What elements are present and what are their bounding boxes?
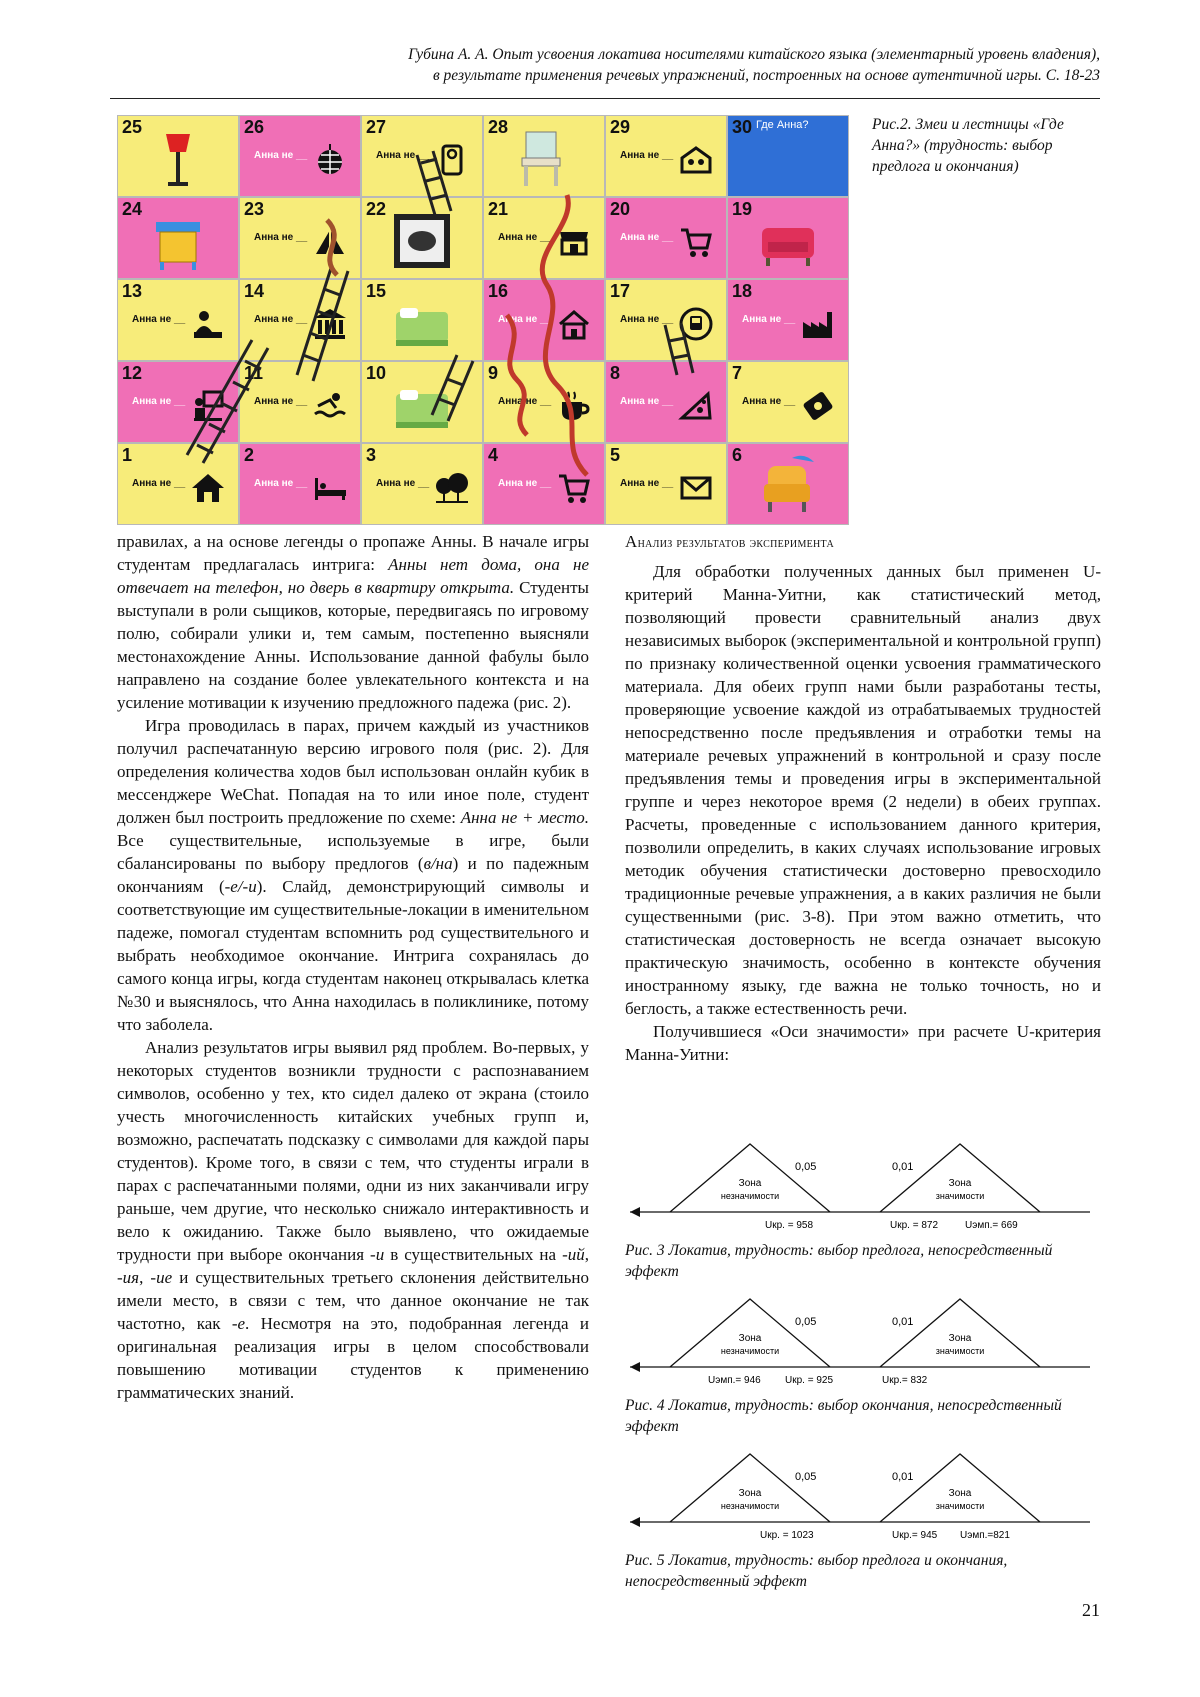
section-title [625, 532, 834, 552]
board-cell-24 [117, 197, 239, 279]
ticket-icon [800, 388, 836, 424]
cell-label: Анна не __ [132, 478, 185, 489]
italic-run: -и [370, 1245, 384, 1264]
cell-label: Анна не __ [376, 478, 429, 489]
cell-number: 25 [122, 117, 142, 138]
board-cell-12 [117, 361, 239, 443]
figure-3-caption: Рис. 3 Локатив, трудность: выбор предлога, непосредственный эффект [625, 1240, 1101, 1282]
paragraph: Получившиеся «Оси значимости» при расчете U-критерия Манна-Уитни: [625, 1020, 1101, 1066]
circus-tent-icon [312, 224, 348, 260]
game-board [117, 115, 850, 525]
board-cell-13 [117, 279, 239, 361]
board-cell-1 [117, 443, 239, 525]
park-trees-icon [434, 470, 470, 506]
cell-number: 29 [610, 117, 630, 138]
cell-number: 9 [488, 363, 498, 384]
shop-icon [556, 224, 592, 260]
zone-right-title: Зона [949, 1488, 972, 1499]
italic-run: Анны нет дома, она не отвечает на телефон, но дверь в квартиру открыта. [117, 555, 589, 597]
text-run: ) и по падежным окончаниям ( [117, 854, 589, 896]
cell-number: 12 [122, 363, 142, 384]
bedside-table-icon [146, 208, 210, 272]
board-cell-6 [727, 443, 849, 525]
cell-number: 13 [122, 281, 142, 302]
board-cell-20 [605, 197, 727, 279]
zone-right-subtitle: значимости [936, 1191, 984, 1201]
italic-run: в/на [424, 854, 453, 873]
header-line-1: Губина А. А. Опыт усвоения локатива носителями китайского языка (элементарный уровень владения), [110, 44, 1100, 65]
cell-number: 26 [244, 117, 264, 138]
shopping-cart-icon [678, 224, 714, 260]
zone-left-title: Зона [739, 1488, 762, 1499]
cell-label: Анна не __ [498, 478, 551, 489]
u-value-label: Uкр. = 872 [890, 1220, 938, 1231]
cell-number: 7 [732, 363, 742, 384]
cell-label: Анна не __ [254, 150, 307, 161]
board-cell-17 [605, 279, 727, 361]
cell-label: Анна не __ [620, 150, 673, 161]
board-cell-18 [727, 279, 849, 361]
zone-right-title: Зона [949, 1333, 972, 1344]
sofa-icon [756, 208, 820, 272]
u-value-label: Uэмп.= 946 [708, 1375, 761, 1386]
disco-ball-icon [312, 142, 348, 178]
bed-icon [390, 290, 454, 354]
left-column [117, 530, 589, 1404]
cell-label: Анна не __ [254, 314, 307, 325]
p-value-label: 0,05 [795, 1316, 816, 1328]
cell-number: 4 [488, 445, 498, 466]
italic-run: -ие [150, 1268, 172, 1287]
paragraph [117, 530, 589, 714]
cell-label: Анна не __ [498, 232, 551, 243]
bank-icon [312, 306, 348, 342]
board-cell-26 [239, 115, 361, 197]
right-column [625, 560, 1101, 1066]
cell-label: Анна не __ [254, 396, 307, 407]
hotel-bed-icon [312, 470, 348, 506]
text-run: правилах, а на основе легенды о пропаже Анны. В начале игры студентам предлагалась интрига: [117, 532, 589, 574]
cell-number: 14 [244, 281, 264, 302]
cell-label: Анна не __ [620, 478, 673, 489]
board-cell-15 [361, 279, 483, 361]
header-line-2: в результате применения речевых упражнений, построенных на основе аутентичной игры. С. 18-23 [110, 65, 1100, 86]
cell-number: 10 [366, 363, 386, 384]
u-value-label: Uкр.= 832 [882, 1375, 928, 1386]
cell-number: 2 [244, 445, 254, 466]
figure-5-caption: Рис. 5 Локатив, трудность: выбор предлога и окончания, непосредственный эффект [625, 1550, 1101, 1592]
section-title-initial: А [625, 532, 638, 551]
italic-run: -е [232, 1314, 245, 1333]
board-cell-28 [483, 115, 605, 197]
home-icon [190, 470, 226, 506]
p-value-label: 0,01 [892, 1161, 913, 1173]
zone-left-subtitle: незначимости [721, 1501, 779, 1511]
zone-left-title: Зона [739, 1178, 762, 1189]
factory-icon [800, 306, 836, 342]
cell-label: Анна не __ [620, 314, 673, 325]
running-header [110, 44, 1100, 86]
cell-label: Анна не __ [620, 232, 673, 243]
mail-icon [678, 470, 714, 506]
cell-number: 5 [610, 445, 620, 466]
board-cell-5 [605, 443, 727, 525]
u-value-label: Uкр. = 1023 [760, 1530, 814, 1541]
armchair-icon [756, 454, 820, 518]
italic-run: -е/-и [225, 877, 257, 896]
cell-number: 8 [610, 363, 620, 384]
board-cell-2 [239, 443, 361, 525]
u-value-label: Uкр. = 925 [785, 1375, 833, 1386]
axis-arrow [630, 1517, 640, 1527]
cell-number: 1 [122, 445, 132, 466]
cell-number: 11 [244, 363, 263, 384]
text-run: в существительных на [384, 1245, 562, 1264]
cell-number: 28 [488, 117, 508, 138]
text-run: . Несмотря на это, подобранная легенда и оригинальная реализация игры в целом способствовали повышению мотивации студентов к применению грамматических знаний. [117, 1314, 589, 1402]
board-cell-11 [239, 361, 361, 443]
p-value-label: 0,05 [795, 1161, 816, 1173]
board-cell-14 [239, 279, 361, 361]
house-icon [556, 306, 592, 342]
significance-axis-figure-4 [620, 1291, 1100, 1387]
p-value-label: 0,01 [892, 1471, 913, 1483]
coffee-cup-icon [556, 388, 592, 424]
cell-number: 17 [610, 281, 630, 302]
board-cell-22 [361, 197, 483, 279]
axis-arrow [630, 1207, 640, 1217]
text-run: ). Слайд, демонстрирующий символы и соответствующие им существительные-локации в именительном падеже, помогал студентам вспомнить род существительного и выбрать необходимое окончание. Интрига сохранялась до самого конца игры, когда студентам наконец открывалась клетка №30 и выяснялось, что Анна находилась в поликлинике, потому что заболела. [117, 877, 589, 1034]
pizza-icon [678, 388, 714, 424]
cell-number: 30 [732, 117, 752, 138]
board-cell-19 [727, 197, 849, 279]
text-run: и существительных третьего склонения действительно имели место, в связи с тем, что данное окончание не так частотно, как [117, 1268, 589, 1333]
board-cell-10 [361, 361, 483, 443]
cell-label: Анна не __ [620, 396, 673, 407]
cell-number: 27 [366, 117, 386, 138]
cell-number: 3 [366, 445, 376, 466]
cell-number: 20 [610, 199, 630, 220]
cell-label: Анна не __ [132, 314, 185, 325]
p-value-label: 0,01 [892, 1316, 913, 1328]
zone-right-subtitle: значимости [936, 1501, 984, 1511]
p-value-label: 0,05 [795, 1471, 816, 1483]
text-run: , [139, 1268, 150, 1287]
cell-number: 24 [122, 199, 142, 220]
u-value-label: Uэмп.= 669 [965, 1220, 1018, 1231]
board-cell-23 [239, 197, 361, 279]
u-value-label: Uкр. = 958 [765, 1220, 813, 1231]
cell-label: Анна не __ [254, 232, 307, 243]
significance-axis-figure-3 [620, 1136, 1100, 1232]
zone-right-title: Зона [949, 1178, 972, 1189]
board-cell-25 [117, 115, 239, 197]
paragraph [117, 1036, 589, 1404]
zone-left-title: Зона [739, 1333, 762, 1344]
door-hanger-icon [434, 142, 470, 178]
u-value-label: Uэмп.=821 [960, 1530, 1010, 1541]
cell-number: 16 [488, 281, 508, 302]
cell-label: Анна не __ [742, 314, 795, 325]
paragraph [117, 714, 589, 1036]
board-cell-16 [483, 279, 605, 361]
cell-number: 6 [732, 445, 742, 466]
reception-desk-icon [190, 306, 226, 342]
lamp-icon [146, 126, 210, 190]
figure-4-caption: Рис. 4 Локатив, трудность: выбор окончания, непосредственный эффект [625, 1395, 1101, 1437]
cell-number: 15 [366, 281, 386, 302]
text-run: Все существительные, используемые в игре, были сбалансированы по выбору предлогов ( [117, 831, 589, 873]
cell-number: 18 [732, 281, 752, 302]
figure-2-caption: Рис.2. Змеи и лестницы «Где Анна?» (трудность: выбор предлога и окончания) [872, 114, 1102, 177]
italic-run: Анна не + место. [461, 808, 589, 827]
axis-arrow [630, 1362, 640, 1372]
board-cell-21 [483, 197, 605, 279]
board-cell-29 [605, 115, 727, 197]
dining-room-icon [390, 208, 454, 272]
italic-run: -ий [562, 1245, 585, 1264]
text-run: Игра проводилась в парах, причем каждый из участников получил распечатанную версию игрового поля (рис. 2). Для определения количества ходов был использован онлайн кубик в мессенджере WeChat. Попадая на то или иное поле, студент должен был построить предложение по схеме: [117, 716, 589, 827]
text-run: Анализ результатов игры выявил ряд проблем. Во-первых, у некоторых студентов возникли трудности с распознаванием символов, особенно у тех, кто сидел далеко от экрана (стоило учесть многочисленность китайских учебных групп и, возможно, распечатать подсказку с символами для каждой пары студентов). Кроме того, в связи с тем, что студенты играли в парах с распечатанными полями, одни из них заканчивали игру раньше, чем другие, что несколько снижало интерактивность и вело к ожиданию. Также было выявлено, что ожидаемые трудности при выборе окончания [117, 1038, 589, 1264]
board-cell-4 [483, 443, 605, 525]
cell-label: Анна не __ [742, 396, 795, 407]
cell-number: 19 [732, 199, 752, 220]
header-rule [110, 98, 1100, 99]
board-cell-9 [483, 361, 605, 443]
board-cell-30 [727, 115, 849, 197]
lecture-icon [190, 388, 226, 424]
cell-label: Анна не __ [376, 150, 429, 161]
chair-icon [512, 126, 576, 190]
paragraph: Для обработки полученных данных был применен U-критерий Манна-Уитни, как статистический метод, позволяющий провести сравнительный анализ двух независимых выборок (экспериментальной и контрольной групп) по признаку количественной оценки усвоения грамматического материала. Для обеих групп нами были разработаны тесты, проверяющие усвоение каждой из отрабатываемых трудностей непосредственно после предъявления и отработки темы на материале речевых упражнений в контрольной и сразу после предъявления темы и проведения игры в экспериментальной группе и через некоторое время (2 недели) в обеих группах. Расчеты, проведенные с использованием данного критерия, позволили определить, в каких случаях использование игровых методик обучения статистически достоверно превосходило традиционные речевые упражнения, а в каких различия не были существенными (рис. 3-8). При этом важно отметить, что статистическая достоверность не всегда означает высокую практическую значимость, особенно в контексте обучения иностранному языку, где важна не только точность, но и беглость, а также естественность речи. [625, 560, 1101, 1020]
board-cell-7 [727, 361, 849, 443]
cart-icon [556, 470, 592, 506]
cell-label: Анна не __ [254, 478, 307, 489]
cell-number: 23 [244, 199, 264, 220]
classroom-icon [678, 142, 714, 178]
zone-left-subtitle: незначимости [721, 1346, 779, 1356]
cell-label: Анна не __ [132, 396, 185, 407]
u-value-label: Uкр.= 945 [892, 1530, 938, 1541]
bedroom-icon [390, 372, 454, 436]
significance-axis-figure-5 [620, 1446, 1100, 1542]
page-number: 21 [1082, 1600, 1100, 1621]
italic-run: -ия [117, 1268, 139, 1287]
section-title-rest: нализ результатов эксперимента [638, 536, 834, 551]
text-run: Студенты выступали в роли сыщиков, которые, передвигаясь по игровому полю, собирали улики и, тем самым, постепенно выясняли местонахождение Анны. Использование данной фабулы было направлено на создание более увлекательного контекста и на усиление мотивации к изучению предложного падежа (рис. 2). [117, 578, 589, 712]
board-cell-27 [361, 115, 483, 197]
board-cell-8 [605, 361, 727, 443]
cell-label: Анна не __ [498, 314, 551, 325]
zone-left-subtitle: незначимости [721, 1191, 779, 1201]
cell-label: Анна не __ [498, 396, 551, 407]
cell-number: 21 [488, 199, 508, 220]
swimming-pool-icon [312, 388, 348, 424]
zone-right-subtitle: значимости [936, 1346, 984, 1356]
text-run: , [585, 1245, 589, 1264]
train-station-icon [678, 306, 714, 342]
board-cell-3 [361, 443, 483, 525]
cell-number: 22 [366, 199, 386, 220]
cell-label: Где Анна? [756, 119, 809, 131]
